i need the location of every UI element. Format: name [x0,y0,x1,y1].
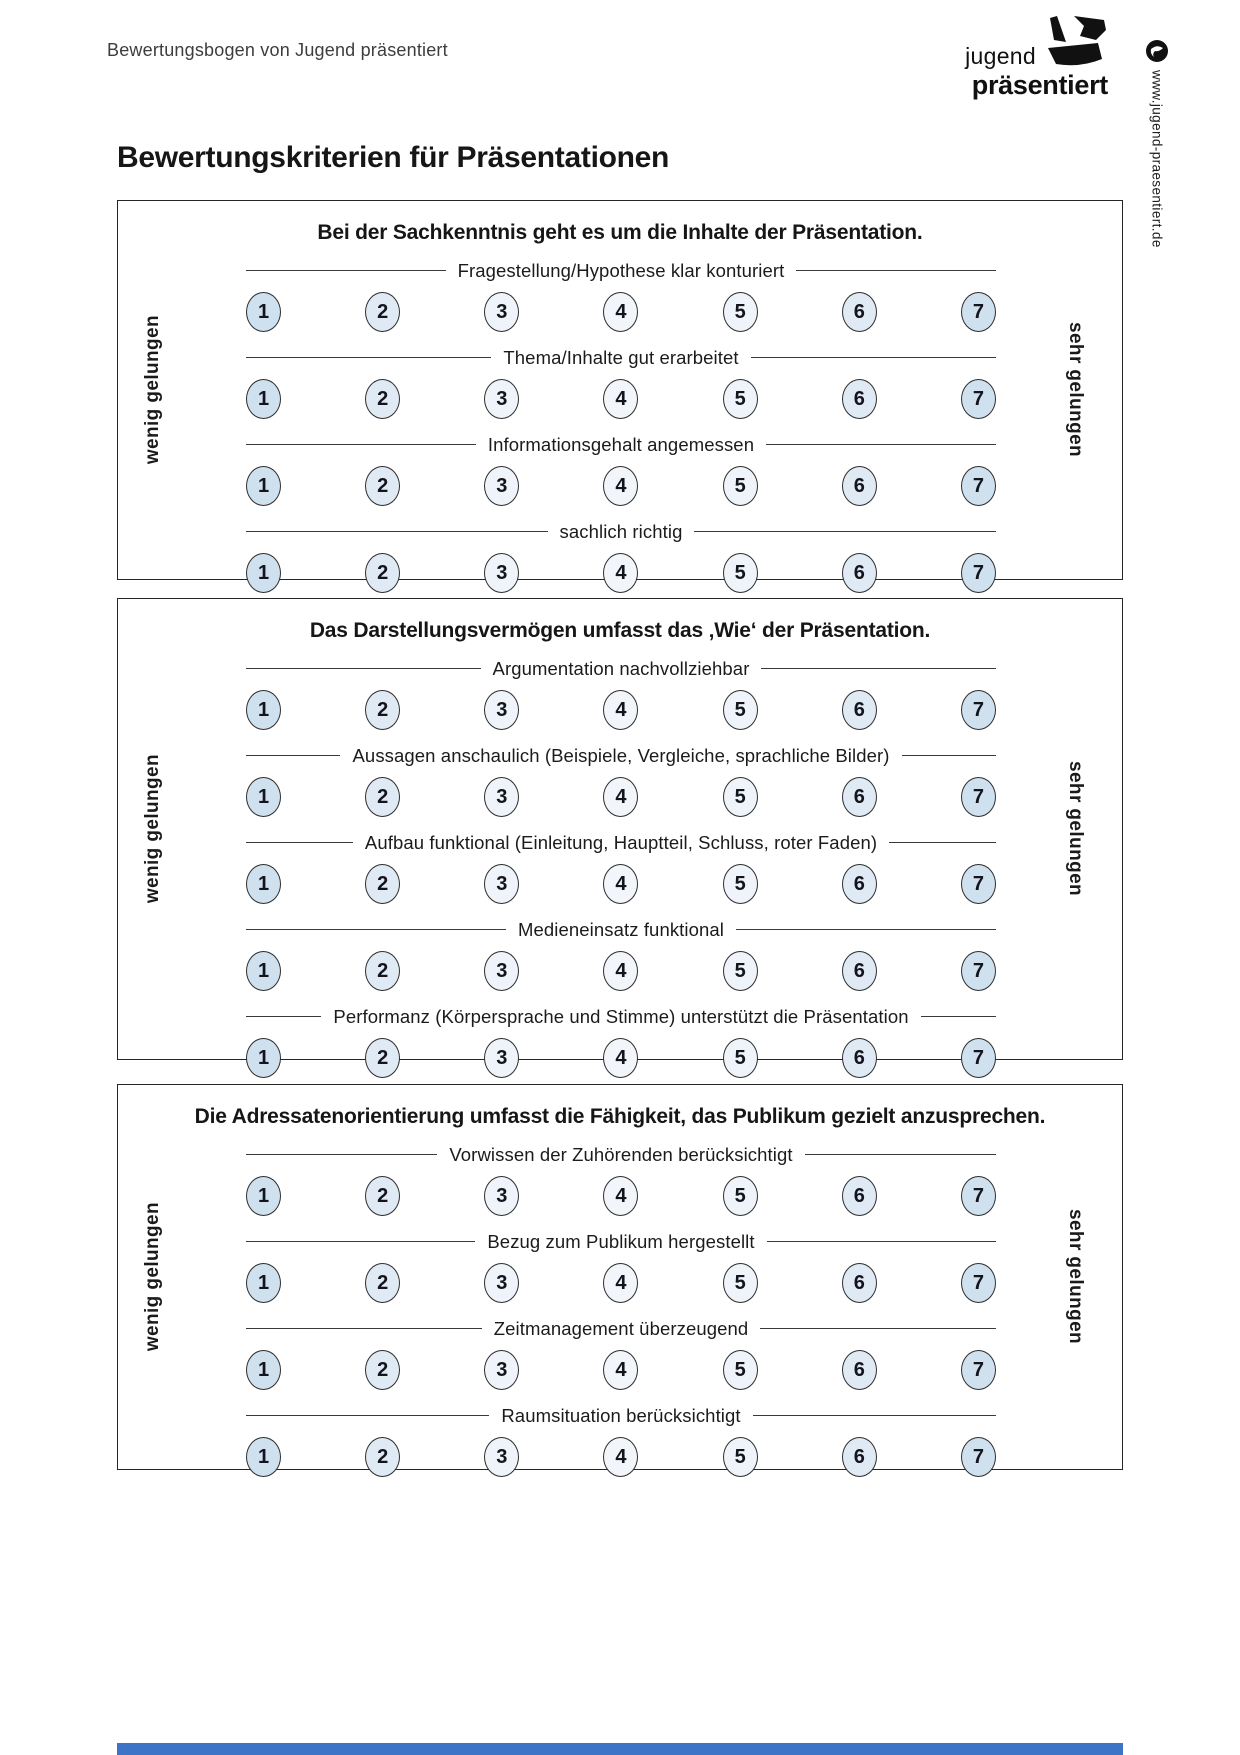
rating-circle-4[interactable]: 4 [603,292,638,332]
scale-min-label: wenig gelungen [142,315,163,465]
rating-circle-7[interactable]: 7 [961,553,996,593]
rating-circle-6[interactable]: 6 [842,379,877,419]
criterion-row [246,344,996,420]
rating-circle-3[interactable]: 3 [484,864,519,904]
rating-circle-2[interactable]: 2 [365,864,400,904]
scale-max-label: sehr gelungen [1065,761,1086,897]
rating-scale [246,552,996,594]
page-title: Bewertungskriterien für Präsentationen [117,141,670,174]
rating-circle-7[interactable]: 7 [961,951,996,991]
rating-circle-4[interactable]: 4 [603,1350,638,1390]
rating-circle-7[interactable]: 7 [961,379,996,419]
rating-circle-2[interactable]: 2 [365,1350,400,1390]
document-header-label: Bewertungsbogen von Jugend präsentiert [107,40,448,60]
rating-circle-6[interactable]: 6 [842,1176,877,1216]
criterion-text: Aufbau funktional (Einleitung, Hauptteil, Schluss, roter Faden) [364,831,878,853]
jugend-praesentiert-logo-icon [1044,16,1108,72]
rating-circle-4[interactable]: 4 [603,777,638,817]
divider-line [246,357,491,358]
rating-circle-6[interactable]: 6 [842,1350,877,1390]
rating-circle-7[interactable]: 7 [961,1038,996,1078]
rating-scale [246,689,996,731]
criterion-text: Bezug zum Publikum hergestellt [487,1230,755,1252]
section-heading: Das Darstellungsvermögen umfasst das ‚Wie‘ der Präsentation. [309,619,931,642]
divider-line [246,1154,437,1155]
divider-line [751,357,996,358]
rating-scale [246,863,996,905]
rating-circle-5[interactable]: 5 [723,379,758,419]
rating-circle-3[interactable]: 3 [484,553,519,593]
rating-circle-5[interactable]: 5 [723,1038,758,1078]
criterion-row [246,742,996,818]
divider-line [246,444,476,445]
criterion-text: Fragestellung/Hypothese klar konturiert [457,259,785,281]
criterion-text: sachlich richtig [559,520,683,542]
divider-line [921,1016,996,1017]
rating-circle-7[interactable]: 7 [961,1263,996,1303]
rating-circle-4[interactable]: 4 [603,553,638,593]
divider-line [760,1328,996,1329]
rating-scale [246,1037,996,1079]
rating-circle-4[interactable]: 4 [603,864,638,904]
criterion-text: Performanz (Körpersprache und Stimme) unterstützt die Präsentation [333,1005,909,1027]
rating-circle-7[interactable]: 7 [961,1437,996,1477]
rating-scale [246,1349,996,1391]
rating-circle-6[interactable]: 6 [842,777,877,817]
rating-circle-1[interactable]: 1 [246,1038,281,1078]
scale-max-label: sehr gelungen [1065,1209,1086,1345]
rating-circle-4[interactable]: 4 [603,1038,638,1078]
rating-scale [246,1175,996,1217]
section-sachkenntnis [117,200,1123,584]
section-adressatenorientierung [117,1084,1123,1470]
section-heading: Bei der Sachkenntnis geht es um die Inhalte der Präsentation. [317,221,923,244]
rating-scale [246,950,996,992]
rating-circle-6[interactable]: 6 [842,466,877,506]
criterion-text: Aussagen anschaulich (Beispiele, Vergleiche, sprachliche Bilder) [352,744,890,766]
logo-word-jugend: jugend [965,43,1036,69]
rating-circle-5[interactable]: 5 [723,690,758,730]
scale-min-label: wenig gelungen [142,754,163,904]
rating-circle-2[interactable]: 2 [365,553,400,593]
divider-line [753,1415,996,1416]
divider-line [246,1415,489,1416]
rating-circle-5[interactable]: 5 [723,292,758,332]
rating-circle-5[interactable]: 5 [723,864,758,904]
rating-circle-4[interactable]: 4 [603,690,638,730]
divider-line [889,842,996,843]
divider-line [246,929,506,930]
criterion-text: Zeitmanagement überzeugend [493,1317,749,1339]
rating-circle-4[interactable]: 4 [603,1437,638,1477]
divider-line [246,842,353,843]
divider-line [246,1328,482,1329]
rating-circle-6[interactable]: 6 [842,951,877,991]
rating-circle-3[interactable]: 3 [484,1437,519,1477]
criteria-sections [117,200,1123,1470]
rating-circle-5[interactable]: 5 [723,1263,758,1303]
rating-circle-7[interactable]: 7 [961,777,996,817]
rating-circle-3[interactable]: 3 [484,690,519,730]
section-darstellungsvermoegen [117,598,1123,1069]
rating-circle-6[interactable]: 6 [842,690,877,730]
rating-circle-2[interactable]: 2 [365,1263,400,1303]
divider-line [767,1241,996,1242]
rating-circle-1[interactable]: 1 [246,553,281,593]
rating-circle-1[interactable]: 1 [246,466,281,506]
divider-line [246,755,340,756]
website-url: www.jugend-praesentiert.de [1149,70,1165,248]
rating-circle-1[interactable]: 1 [246,951,281,991]
divider-line [694,531,996,532]
rating-circle-4[interactable]: 4 [603,1263,638,1303]
rating-circle-1[interactable]: 1 [246,1176,281,1216]
divider-line [246,668,481,669]
criterion-row [246,518,996,594]
section-heading: Die Adressatenorientierung umfasst die Fähigkeit, das Publikum gezielt anzusprechen. [194,1105,1046,1128]
criterion-row [246,1315,996,1391]
rating-circle-4[interactable]: 4 [603,379,638,419]
divider-line [766,444,996,445]
rating-circle-1[interactable]: 1 [246,1263,281,1303]
rating-circle-5[interactable]: 5 [723,951,758,991]
scale-min-label: wenig gelungen [142,1202,163,1352]
rating-circle-2[interactable]: 2 [365,1176,400,1216]
criterion-text: Informationsgehalt angemessen [487,433,755,455]
jugend-praesentiert-logo [868,16,1108,99]
rating-circle-2[interactable]: 2 [365,951,400,991]
rating-circle-1[interactable]: 1 [246,1437,281,1477]
rating-circle-3[interactable]: 3 [484,1038,519,1078]
divider-line [246,1241,475,1242]
rating-circle-6[interactable]: 6 [842,553,877,593]
website-sidebar [1146,40,1168,248]
divider-line [736,929,996,930]
divider-line [902,755,996,756]
divider-line [761,668,996,669]
rating-circle-6[interactable]: 6 [842,1437,877,1477]
criterion-row [246,916,996,992]
rating-circle-5[interactable]: 5 [723,466,758,506]
rating-circle-1[interactable]: 1 [246,690,281,730]
rating-circle-7[interactable]: 7 [961,292,996,332]
rating-circle-2[interactable]: 2 [365,466,400,506]
logo-word-praesentiert: präsentiert [971,70,1108,100]
rating-circle-3[interactable]: 3 [484,466,519,506]
rating-circle-7[interactable]: 7 [961,864,996,904]
rating-circle-6[interactable]: 6 [842,864,877,904]
rating-circle-6[interactable]: 6 [842,292,877,332]
rating-circle-3[interactable]: 3 [484,1350,519,1390]
criterion-row [246,829,996,905]
rating-circle-2[interactable]: 2 [365,690,400,730]
rating-circle-3[interactable]: 3 [484,379,519,419]
rating-circle-5[interactable]: 5 [723,1176,758,1216]
criterion-text: Argumentation nachvollziehbar [492,657,750,679]
divider-line [246,1016,321,1017]
criterion-row [246,655,996,731]
rating-circle-3[interactable]: 3 [484,951,519,991]
rating-circle-1[interactable]: 1 [246,864,281,904]
rating-circle-3[interactable]: 3 [484,1176,519,1216]
rating-circle-3[interactable]: 3 [484,777,519,817]
rating-circle-2[interactable]: 2 [365,777,400,817]
rating-circle-1[interactable]: 1 [246,777,281,817]
scale-max-label: sehr gelungen [1065,322,1086,458]
rating-circle-3[interactable]: 3 [484,1263,519,1303]
rating-scale [246,1436,996,1478]
rating-circle-5[interactable]: 5 [723,777,758,817]
rating-circle-5[interactable]: 5 [723,1437,758,1477]
criterion-text: Raumsituation berücksichtigt [501,1404,741,1426]
page-footer-bar [117,1743,1123,1755]
rating-circle-1[interactable]: 1 [246,1350,281,1390]
globe-icon [1146,40,1168,62]
rating-circle-2[interactable]: 2 [365,292,400,332]
divider-line [796,270,996,271]
rating-circle-6[interactable]: 6 [842,1263,877,1303]
criterion-row [246,1228,996,1304]
rating-circle-2[interactable]: 2 [365,379,400,419]
rating-circle-4[interactable]: 4 [603,466,638,506]
rating-circle-2[interactable]: 2 [365,1038,400,1078]
divider-line [246,531,548,532]
criterion-text: Medieneinsatz funktional [517,918,725,940]
criterion-row [246,1003,996,1079]
rating-circle-5[interactable]: 5 [723,553,758,593]
divider-line [246,270,446,271]
rating-scale [246,291,996,333]
divider-line [805,1154,996,1155]
rating-circle-3[interactable]: 3 [484,292,519,332]
criterion-row [246,1141,996,1217]
criterion-row [246,257,996,333]
rating-scale [246,776,996,818]
criterion-text: Vorwissen der Zuhörenden berücksichtigt [449,1143,793,1165]
criterion-row [246,1402,996,1478]
criterion-row [246,431,996,507]
rating-circle-7[interactable]: 7 [961,466,996,506]
rating-circle-7[interactable]: 7 [961,1350,996,1390]
rating-circle-7[interactable]: 7 [961,690,996,730]
rating-circle-4[interactable]: 4 [603,951,638,991]
rating-scale [246,1262,996,1304]
rating-circle-1[interactable]: 1 [246,379,281,419]
rating-circle-1[interactable]: 1 [246,292,281,332]
rating-scale [246,465,996,507]
criterion-text: Thema/Inhalte gut erarbeitet [503,346,739,368]
rating-circle-2[interactable]: 2 [365,1437,400,1477]
rating-circle-7[interactable]: 7 [961,1176,996,1216]
rating-scale [246,378,996,420]
rating-circle-5[interactable]: 5 [723,1350,758,1390]
rating-circle-4[interactable]: 4 [603,1176,638,1216]
rating-circle-6[interactable]: 6 [842,1038,877,1078]
